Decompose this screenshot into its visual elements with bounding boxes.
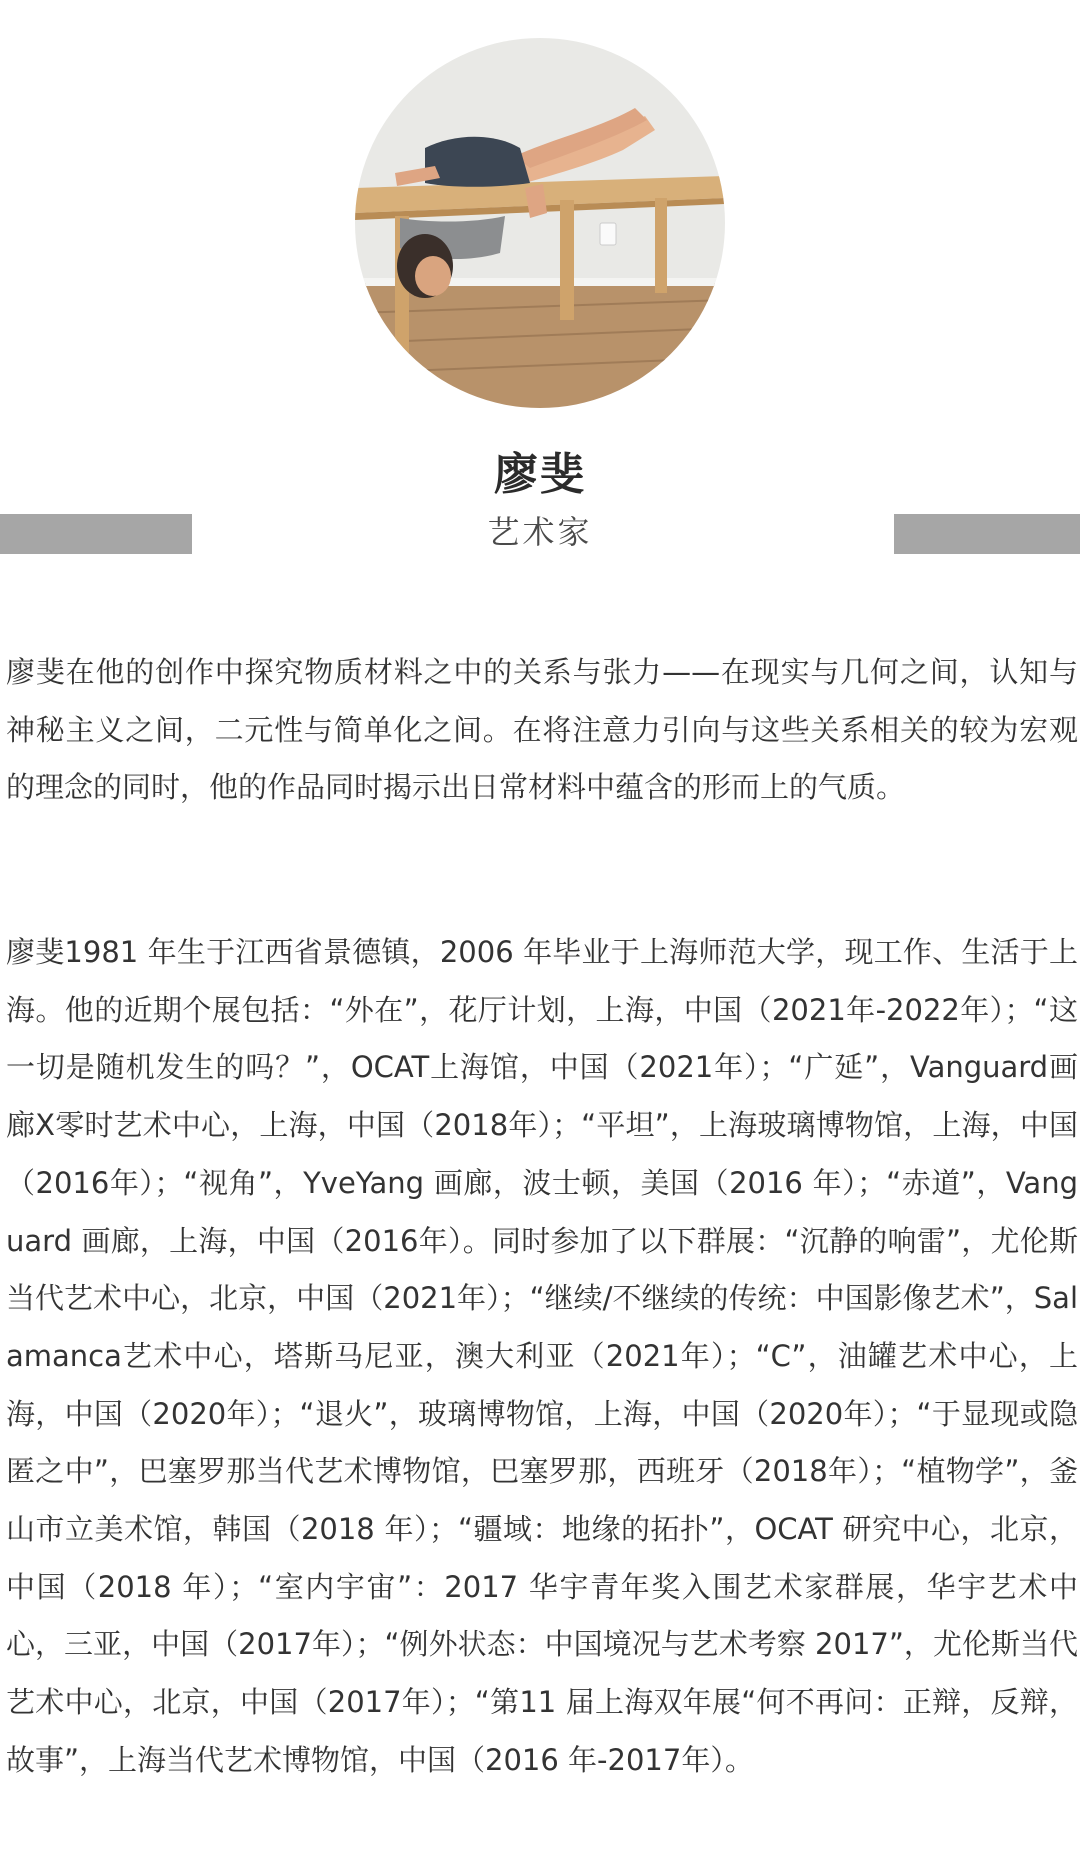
bio-paragraph-statement: 廖斐在他的创作中探究物质材料之中的关系与张力——在现实与几何之间，认知与神秘主义之间，二元性与简单化之间。在将注意力引向与这些关系相关的较为宏观的理念的同时，他的作品同时揭示出日常材料中蕴含的形而上的气质。	[6, 655, 1078, 805]
decorative-bar-right	[894, 514, 1080, 554]
artist-role: 艺术家	[487, 513, 593, 551]
artist-name: 廖斐	[494, 449, 586, 500]
bio-paragraph-exhibitions: 廖斐1981 年生于江西省景德镇，2006 年毕业于上海师范大学，现工作、生活于上海。他的近期个展包括：“外在”，花厅计划，上海，中国（2021年-2022年）；“这一切是随机发生的吗？”，OCAT上海馆，中国（2021年）；“广延”，Vanguard画廊X零时艺术中心，上海，中国（2018年）；“平坦”，上海玻璃博物馆，上海，中国（2016年）；“视角”，YveYang 画廊，波士顿，美国（2016 年）；“赤道”，Vanguard 画廊，上海，中国（2016年）。同时参加了以下群展：“沉静的响雷”，尤伦斯当代艺术中心，北京，中国（2021年）；“继续/不继续的传统：中国影像艺术”，Salamanca艺术中心，塔斯马尼亚，澳大利亚（2021年）；“C”，油罐艺术中心，上海，中国（2020年）；“退火”，玻璃博物馆，上海，中国（2020年）；“于显现或隐匿之中”，巴塞罗那当代艺术博物馆，巴塞罗那，西班牙（2018年）；“植物学”，釜山市立美术馆，韩国（2018 年）；“疆域：地缘的拓扑”，OCAT 研究中心，北京，中国（2018 年）；“室内宇宙”：2017 华宇青年奖入围艺术家群展，华宇艺术中心，三亚，中国（2017年）；“例外状态：中国境况与艺术考察 2017”，尤伦斯当代艺术中心，北京，中国（2017年）；“第11 届上海双年展“何不再问：正辩，反辩，故事”，上海当代艺术博物馆，中国（2016 年-2017年）。	[6, 935, 1078, 1777]
portrait-image	[355, 38, 725, 408]
artist-portrait	[355, 38, 725, 408]
